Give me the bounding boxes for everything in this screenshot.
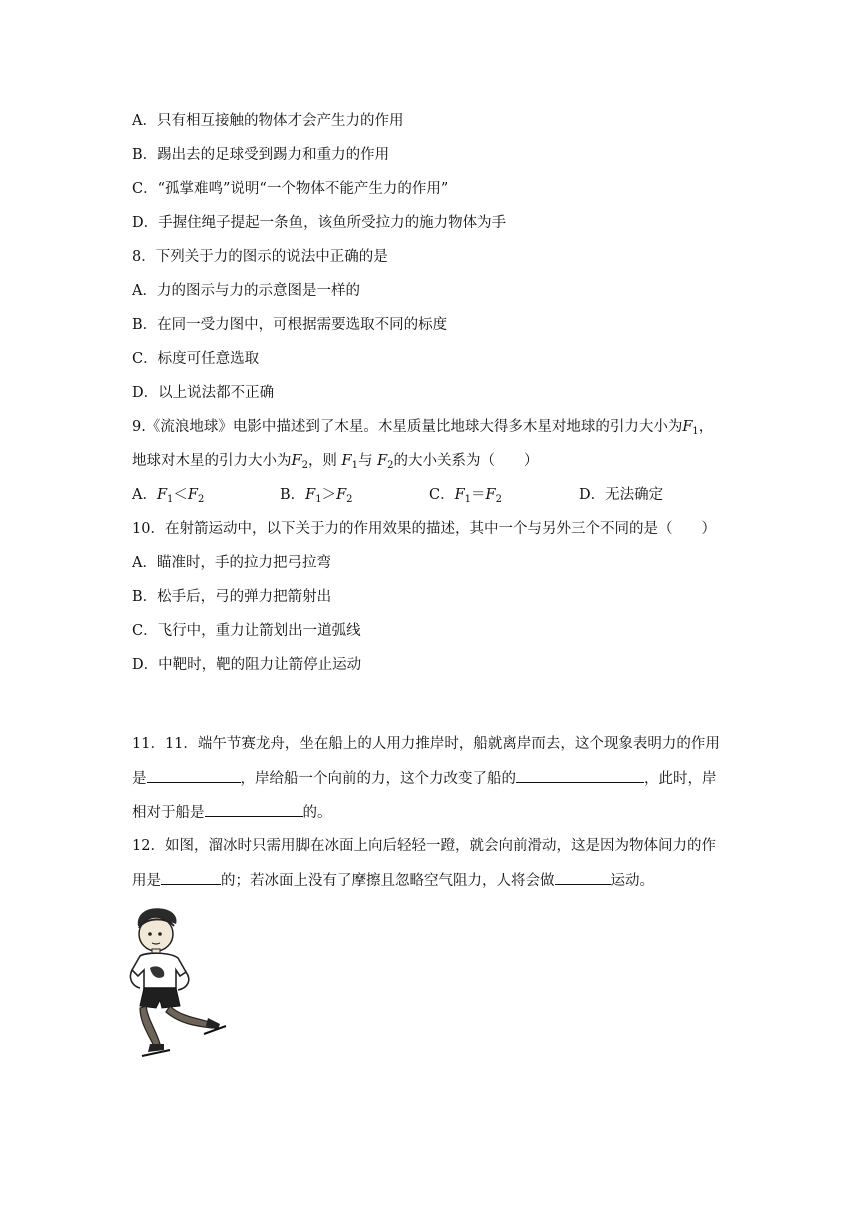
- q11-line1: 11．11．端午节赛龙舟，坐在船上的人用力推岸时，船就离岸而去，这个现象表明力的作用: [132, 736, 720, 752]
- q10-option-a: A．瞄准时，手的拉力把弓拉弯: [132, 555, 331, 571]
- q10-option-b: B．松手后，弓的弹力把箭射出: [132, 589, 332, 605]
- q9-stem-line2: 地球对木星的引力大小为$F_2$，则 $F_1$与 $F_2$的大小关系为（ ）: [132, 453, 539, 471]
- q11-blank-3[interactable]: [205, 802, 303, 817]
- q11-line2: 是 ，岸给船一个向前的力，这个力改变了船的 ，此时，岸: [132, 768, 717, 789]
- q9-option-a: A．$F_1<F_2$: [132, 487, 205, 505]
- q8-option-c: C．标度可任意选取: [132, 351, 260, 367]
- ice-skater-boy-illustration: [126, 906, 230, 1062]
- q7-option-b: B．踢出去的足球受到踢力和重力的作用: [132, 147, 390, 163]
- q7-option-c: C．“孤掌难鸣”说明“一个物体不能产生力的作用”: [132, 181, 449, 197]
- q9-option-c: C．$F_1=F_2$: [429, 487, 502, 505]
- q11-blank-1[interactable]: [147, 768, 241, 783]
- q7-option-a: A．只有相互接触的物体才会产生力的作用: [132, 113, 404, 129]
- q12-line2: 用是 的；若冰面上没有了摩擦且忽略空气阻力，人将会做 运动。: [132, 870, 654, 891]
- q7-option-d: D．手握住绳子提起一条鱼，该鱼所受拉力的施力物体为手: [132, 215, 507, 231]
- q8-option-d: D．以上说法都不正确: [132, 385, 275, 401]
- q11-line3: 相对于船是 的。: [132, 802, 332, 823]
- q11-blank-2[interactable]: [516, 768, 644, 783]
- q12-blank-1[interactable]: [161, 870, 221, 885]
- q9-option-b: B．$F_1>F_2$: [280, 487, 353, 505]
- q9-stem-line1: 9.《流浪地球》电影中描述到了木星。木星质量比地球大得多木星对地球的引力大小为$F_1$，: [132, 419, 714, 437]
- q8-option-a: A．力的图示与力的示意图是一样的: [132, 283, 360, 299]
- q12-line1: 12．如图，溜冰时只需用脚在冰面上向后轻轻一蹬，就会向前滑动，这是因为物体间力的作: [132, 838, 716, 854]
- q10-stem: 10．在射箭运动中，以下关于力的作用效果的描述，其中一个与另外三个不同的是（ ）: [132, 521, 716, 537]
- q10-option-c: C．飞行中，重力让箭划出一道弧线: [132, 623, 361, 639]
- q8-option-b: B．在同一受力图中，可根据需要选取不同的标度: [132, 317, 448, 333]
- q9-option-d: D．无法确定: [579, 487, 664, 503]
- q10-option-d: D．中靶时，靶的阻力让箭停止运动: [132, 657, 362, 673]
- q12-blank-2[interactable]: [555, 870, 611, 885]
- q8-stem: 8．下列关于力的图示的说法中正确的是: [132, 249, 388, 265]
